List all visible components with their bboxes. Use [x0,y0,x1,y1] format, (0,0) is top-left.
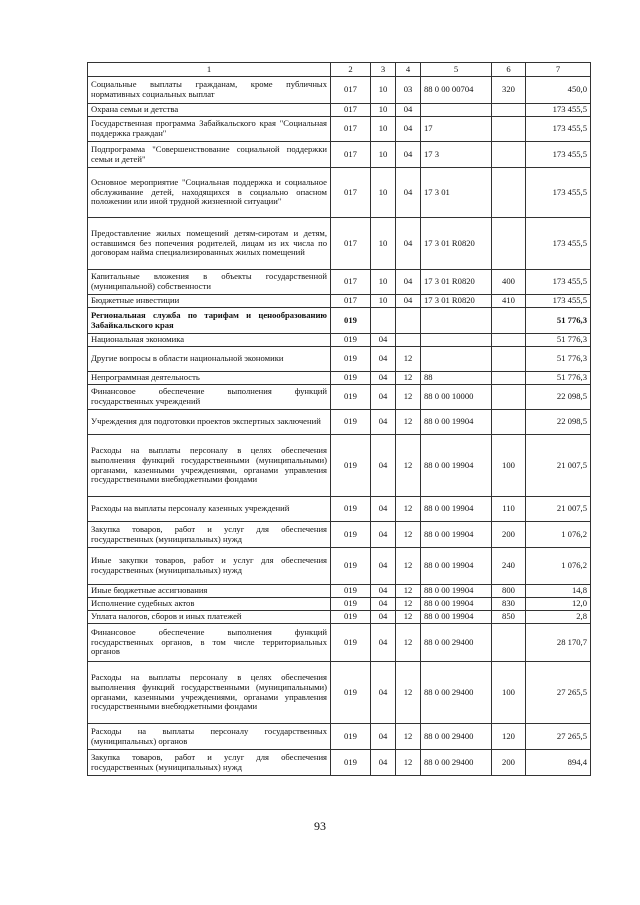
amount-cell: 173 455,5 [526,270,591,295]
table-row [88,662,591,724]
amount-cell: 51 776,3 [526,308,591,334]
section-code-cell: 04 [371,598,396,611]
grbs-code-cell: 019 [331,410,371,435]
amount-cell: 14,8 [526,585,591,598]
grbs-code-cell: 019 [331,334,371,347]
column-header: 1 [88,63,331,77]
grbs-code-cell: 019 [331,522,371,548]
expense-type-cell: 320 [492,77,526,104]
table-row [88,372,591,385]
table-row [88,750,591,776]
section-code-cell: 04 [371,347,396,372]
subsection-code-cell: 04 [396,270,421,295]
target-article-cell: 17 3 01 R0820 [421,270,492,295]
expense-name-cell: Финансовое обеспечение выполнения функций государственных органов, в том числе территориальных органов [88,624,331,662]
grbs-code-cell: 017 [331,218,371,270]
amount-cell: 21 007,5 [526,435,591,497]
amount-cell: 27 265,5 [526,724,591,750]
section-code-cell: 04 [371,334,396,347]
amount-cell: 51 776,3 [526,372,591,385]
column-header: 5 [421,63,492,77]
target-article-cell: 88 0 00 19904 [421,435,492,497]
expense-name-cell: Предоставление жилых помещений детям-сиротам и детям, оставшимся без попечения родителей, лицам из их числа по договорам найма специализированных жилых помещений [88,218,331,270]
subsection-code-cell: 12 [396,724,421,750]
subsection-code-cell: 04 [396,168,421,218]
target-article-cell: 88 0 00 19904 [421,585,492,598]
expense-name-cell: Учреждения для подготовки проектов экспертных заключений [88,410,331,435]
expense-type-cell: 100 [492,662,526,724]
grbs-code-cell: 019 [331,372,371,385]
expense-name-cell: Региональная служба по тарифам и ценообразованию Забайкальского края [88,308,331,334]
grbs-code-cell: 017 [331,295,371,308]
table-row [88,435,591,497]
section-code-cell: 04 [371,410,396,435]
expense-name-cell: Социальные выплаты гражданам, кроме публичных нормативных социальных выплат [88,77,331,104]
column-header: 4 [396,63,421,77]
amount-cell: 27 265,5 [526,662,591,724]
amount-cell: 12,0 [526,598,591,611]
expense-name-cell: Бюджетные инвестиции [88,295,331,308]
grbs-code-cell: 017 [331,117,371,142]
amount-cell: 173 455,5 [526,142,591,168]
expense-name-cell: Расходы на выплаты персоналу государственных (муниципальных) органов [88,724,331,750]
subsection-code-cell [396,334,421,347]
target-article-cell: 17 3 01 R0820 [421,218,492,270]
target-article-cell: 88 0 00 29400 [421,662,492,724]
table-row [88,168,591,218]
table-row [88,410,591,435]
expense-type-cell [492,168,526,218]
grbs-code-cell: 017 [331,270,371,295]
expense-type-cell [492,142,526,168]
expense-type-cell [492,410,526,435]
subsection-code-cell: 12 [396,372,421,385]
target-article-cell: 88 [421,372,492,385]
grbs-code-cell: 019 [331,308,371,334]
expense-name-cell: Закупка товаров, работ и услуг для обеспечения государственных (муниципальных) нужд [88,750,331,776]
expense-name-cell: Уплата налогов, сборов и иных платежей [88,611,331,624]
amount-cell: 450,0 [526,77,591,104]
section-code-cell: 04 [371,435,396,497]
target-article-cell: 88 0 00 19904 [421,410,492,435]
table-row [88,585,591,598]
subsection-code-cell: 12 [396,585,421,598]
amount-cell: 51 776,3 [526,334,591,347]
subsection-code-cell: 12 [396,662,421,724]
target-article-cell: 88 0 00 29400 [421,724,492,750]
section-code-cell: 04 [371,548,396,585]
section-code-cell: 04 [371,624,396,662]
expense-name-cell: Национальная экономика [88,334,331,347]
grbs-code-cell: 017 [331,168,371,218]
grbs-code-cell: 019 [331,611,371,624]
expense-name-cell: Закупка товаров, работ и услуг для обеспечения государственных (муниципальных) нужд [88,522,331,548]
amount-cell: 1 076,2 [526,548,591,585]
expense-name-cell: Финансовое обеспечение выполнения функций государственных учреждений [88,385,331,410]
target-article-cell [421,308,492,334]
section-code-cell: 04 [371,585,396,598]
subsection-code-cell: 04 [396,295,421,308]
expense-type-cell [492,624,526,662]
grbs-code-cell: 019 [331,548,371,585]
subsection-code-cell: 12 [396,750,421,776]
subsection-code-cell: 12 [396,548,421,585]
section-code-cell: 10 [371,270,396,295]
grbs-code-cell: 019 [331,435,371,497]
section-code-cell [371,308,396,334]
amount-cell: 22 098,5 [526,410,591,435]
subsection-code-cell: 04 [396,142,421,168]
amount-cell: 22 098,5 [526,385,591,410]
table-row [88,611,591,624]
grbs-code-cell: 019 [331,598,371,611]
grbs-code-cell: 019 [331,624,371,662]
target-article-cell: 88 0 00 19904 [421,598,492,611]
amount-cell: 173 455,5 [526,218,591,270]
section-code-cell: 04 [371,522,396,548]
amount-cell: 173 455,5 [526,295,591,308]
section-code-cell: 04 [371,750,396,776]
target-article-cell: 88 0 00 29400 [421,750,492,776]
target-article-cell: 88 0 00 10000 [421,385,492,410]
column-header: 6 [492,63,526,77]
table-row [88,270,591,295]
expense-name-cell: Другие вопросы в области национальной экономики [88,347,331,372]
expense-type-cell: 120 [492,724,526,750]
expense-type-cell: 830 [492,598,526,611]
amount-cell: 21 007,5 [526,497,591,522]
section-code-cell: 10 [371,295,396,308]
section-code-cell: 04 [371,662,396,724]
amount-cell: 173 455,5 [526,104,591,117]
expense-type-cell: 400 [492,270,526,295]
table-row [88,724,591,750]
column-header: 7 [526,63,591,77]
grbs-code-cell: 019 [331,662,371,724]
target-article-cell: 88 0 00 19904 [421,522,492,548]
table-row [88,218,591,270]
expense-type-cell [492,372,526,385]
target-article-cell [421,334,492,347]
target-article-cell: 88 0 00 19904 [421,611,492,624]
section-code-cell: 10 [371,117,396,142]
subsection-code-cell [396,308,421,334]
section-code-cell: 04 [371,385,396,410]
table-row [88,104,591,117]
expense-name-cell: Иные бюджетные ассигнования [88,585,331,598]
expense-type-cell [492,334,526,347]
subsection-code-cell: 12 [396,611,421,624]
subsection-code-cell: 12 [396,410,421,435]
expense-type-cell: 110 [492,497,526,522]
expense-type-cell [492,104,526,117]
table-row [88,308,591,334]
expense-type-cell: 240 [492,548,526,585]
expense-type-cell [492,308,526,334]
target-article-cell [421,347,492,372]
grbs-code-cell: 017 [331,104,371,117]
expense-type-cell: 200 [492,522,526,548]
section-code-cell: 10 [371,142,396,168]
subsection-code-cell: 12 [396,497,421,522]
expense-name-cell: Иные закупки товаров, работ и услуг для обеспечения государственных (муниципальных) нужд [88,548,331,585]
section-code-cell: 04 [371,372,396,385]
table-row [88,522,591,548]
expense-type-cell: 800 [492,585,526,598]
amount-cell: 2,8 [526,611,591,624]
table-row [88,334,591,347]
expense-name-cell: Подпрограмма "Совершенствование социальной поддержки семьи и детей" [88,142,331,168]
grbs-code-cell: 019 [331,724,371,750]
target-article-cell: 88 0 00 19904 [421,497,492,522]
grbs-code-cell: 017 [331,142,371,168]
expense-name-cell: Расходы на выплаты персоналу казенных учреждений [88,497,331,522]
expense-type-cell: 850 [492,611,526,624]
grbs-code-cell: 019 [331,750,371,776]
subsection-code-cell: 12 [396,347,421,372]
grbs-code-cell: 017 [331,77,371,104]
table-row [88,624,591,662]
grbs-code-cell: 019 [331,497,371,522]
subsection-code-cell: 04 [396,218,421,270]
expense-name-cell: Капитальные вложения в объекты государственной (муниципальной) собственности [88,270,331,295]
column-header-row [88,63,591,77]
target-article-cell: 17 3 01 R0820 [421,295,492,308]
budget-table [87,62,591,776]
amount-cell: 894,4 [526,750,591,776]
table-body [88,77,591,776]
subsection-code-cell: 12 [396,522,421,548]
target-article-cell: 88 0 00 19904 [421,548,492,585]
target-article-cell: 88 0 00 29400 [421,624,492,662]
expense-name-cell: Государственная программа Забайкальского края "Социальная поддержка граждан" [88,117,331,142]
amount-cell: 1 076,2 [526,522,591,548]
expense-name-cell: Основное мероприятие "Социальная поддержка и социальное обслуживание детей, находящихся в социально опасном положении или иной трудной жизненной ситуации" [88,168,331,218]
table-row [88,117,591,142]
expense-type-cell: 410 [492,295,526,308]
expense-type-cell: 100 [492,435,526,497]
expense-name-cell: Расходы на выплаты персоналу в целях обеспечения выполнения функций государственными (муниципальными) органами, казенными учреждениями, органами управления государственными внебюджетными фондами [88,435,331,497]
target-article-cell: 17 [421,117,492,142]
target-article-cell: 17 3 01 [421,168,492,218]
amount-cell: 28 170,7 [526,624,591,662]
table-row [88,77,591,104]
target-article-cell: 17 3 [421,142,492,168]
table-row [88,548,591,585]
grbs-code-cell: 019 [331,585,371,598]
amount-cell: 173 455,5 [526,168,591,218]
expense-name-cell: Исполнение судебных актов [88,598,331,611]
amount-cell: 51 776,3 [526,347,591,372]
subsection-code-cell: 12 [396,435,421,497]
subsection-code-cell: 03 [396,77,421,104]
section-code-cell: 10 [371,218,396,270]
section-code-cell: 04 [371,724,396,750]
table-row [88,497,591,522]
expense-name-cell: Непрограммная деятельность [88,372,331,385]
section-code-cell: 10 [371,168,396,218]
table-row [88,142,591,168]
subsection-code-cell: 04 [396,117,421,142]
expense-name-cell: Расходы на выплаты персоналу в целях обеспечения выполнения функций государственными (муниципальными) органами, казенными учреждениями, органами управления государственными внебюджетными фондами [88,662,331,724]
subsection-code-cell: 12 [396,624,421,662]
grbs-code-cell: 019 [331,385,371,410]
column-header: 2 [331,63,371,77]
subsection-code-cell: 12 [396,598,421,611]
page-number: 93 [314,819,326,833]
expense-type-cell [492,218,526,270]
section-code-cell: 10 [371,104,396,117]
target-article-cell: 88 0 00 00704 [421,77,492,104]
expense-type-cell: 200 [492,750,526,776]
table-row [88,385,591,410]
section-code-cell: 04 [371,611,396,624]
expense-type-cell [492,117,526,142]
expense-type-cell [492,385,526,410]
target-article-cell [421,104,492,117]
subsection-code-cell: 12 [396,385,421,410]
table-row [88,598,591,611]
column-header: 3 [371,63,396,77]
expense-name-cell: Охрана семьи и детства [88,104,331,117]
section-code-cell: 10 [371,77,396,104]
subsection-code-cell: 04 [396,104,421,117]
expense-type-cell [492,347,526,372]
amount-cell: 173 455,5 [526,117,591,142]
table-row [88,295,591,308]
section-code-cell: 04 [371,497,396,522]
grbs-code-cell: 019 [331,347,371,372]
table-row [88,347,591,372]
